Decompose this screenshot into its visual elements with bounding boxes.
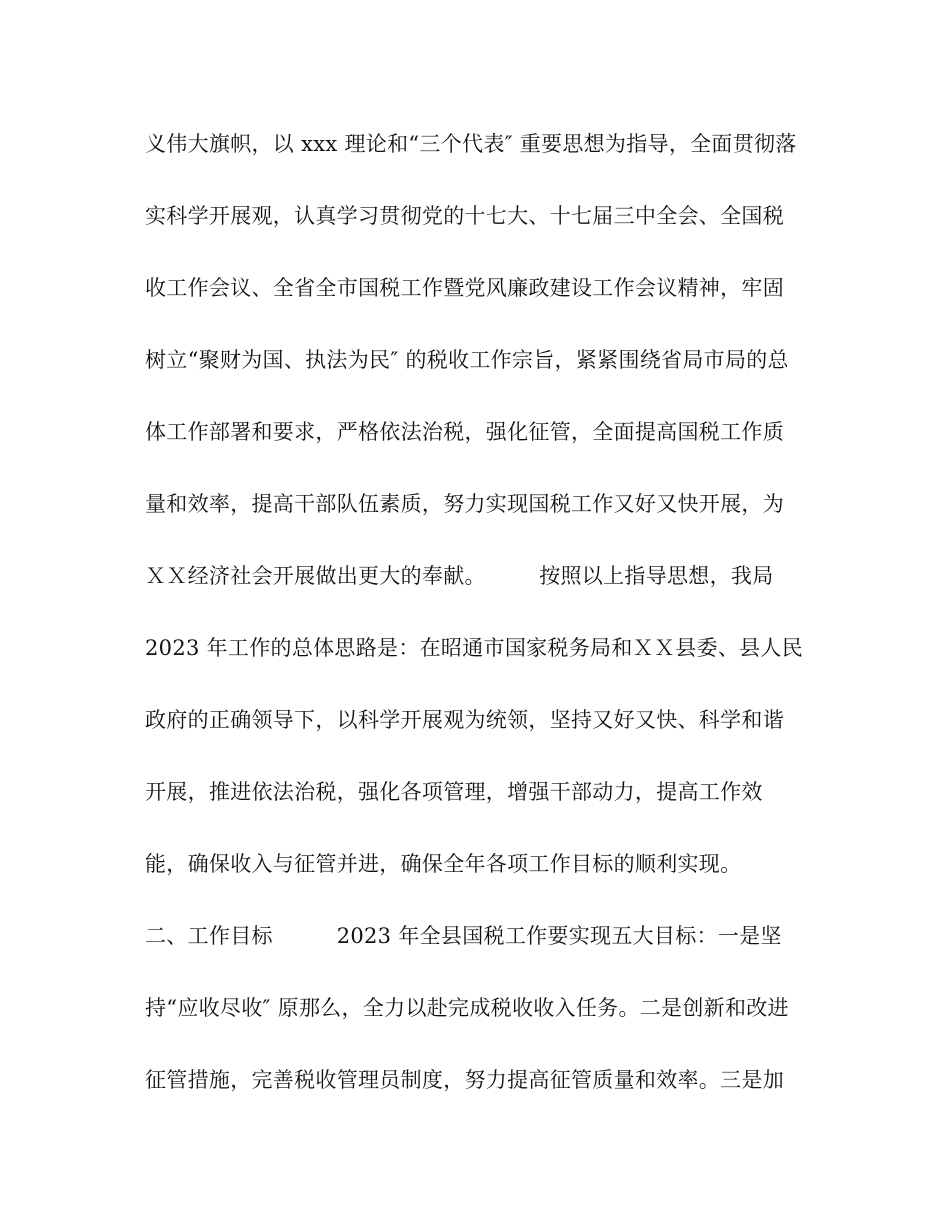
text-line: 二、工作目标 2023 年全县国税工作要实现五大目标：一是坚: [145, 924, 782, 948]
text-line: 持“应收尽收″ 原那么，全力以赴完成税收收入任务。二是创新和改进: [145, 996, 789, 1020]
text-line: 树立“聚财为国、执法为民″ 的税收工作宗旨，紧紧围绕省局市局的总: [145, 348, 789, 372]
text-line: 收工作会议、全省全市国税工作暨党风廉政建设工作会议精神，牢固: [145, 276, 784, 300]
text-line: ＸＸ经济社会开展做出更大的奉献。 按照以上指导思想，我局: [145, 564, 774, 588]
text-line: 开展，推进依法治税，强化各项管理，增强干部动力，提高工作效: [145, 780, 763, 804]
text-line: 体工作部署和要求，严格依法治税，强化征管，全面提高国税工作质: [145, 420, 784, 444]
text-line: 征管措施，完善税收管理员制度，努力提高征管质量和效率。三是加: [145, 1068, 784, 1092]
text-line: 2023 年工作的总体思路是：在昭通市国家税务局和ＸＸ县委、县人民: [145, 636, 804, 660]
text-line: 政府的正确领导下，以科学开展观为统领，坚持又好又快、科学和谐: [145, 708, 784, 732]
text-line: 义伟大旗帜，以 xxx 理论和“三个代表″ 重要思想为指导，全面贯彻落: [145, 132, 797, 156]
text-line: 能，确保收入与征管并进，确保全年各项工作目标的顺利实现。: [145, 852, 742, 876]
text-line: 量和效率，提高干部队伍素质，努力实现国税工作又好又快开展，为: [145, 492, 784, 516]
text-line: 实科学开展观，认真学习贯彻党的十七大、十七届三中全会、全国税: [145, 204, 784, 228]
